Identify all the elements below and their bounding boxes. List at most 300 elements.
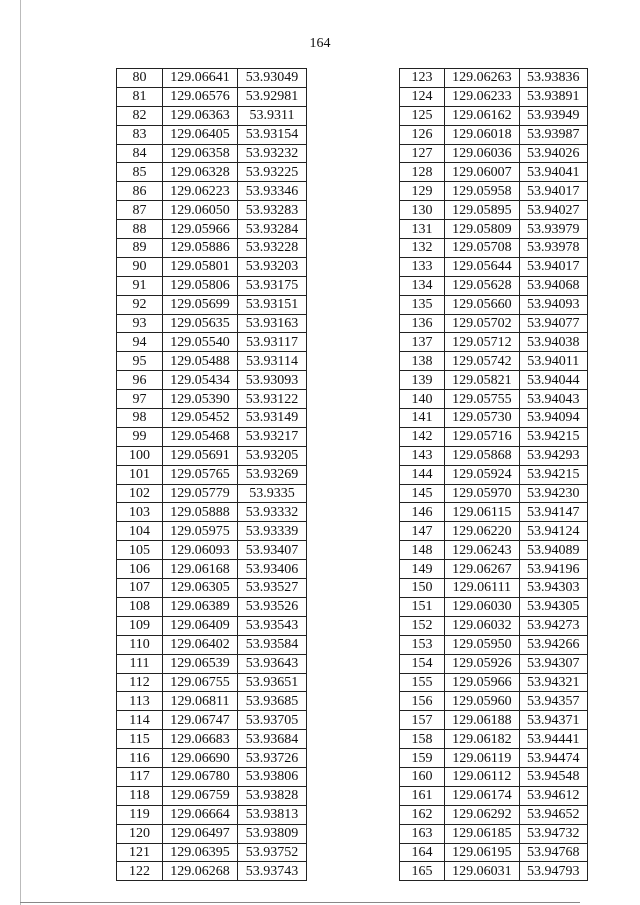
table-row <box>400 239 588 258</box>
latitude-cell: 53.94044 <box>519 371 587 390</box>
longitude-cell: 129.06031 <box>445 862 519 881</box>
longitude-cell: 129.06111 <box>445 579 519 598</box>
table-row <box>117 220 307 239</box>
table-row <box>117 257 307 276</box>
longitude-cell: 129.05926 <box>445 654 519 673</box>
point-number-cell: 143 <box>400 446 445 465</box>
point-number-cell: 150 <box>400 579 445 598</box>
point-number-cell: 155 <box>400 673 445 692</box>
latitude-cell: 53.94094 <box>519 409 587 428</box>
latitude-cell: 53.94307 <box>519 654 587 673</box>
table-row <box>400 560 588 579</box>
point-number-cell: 86 <box>117 182 163 201</box>
longitude-cell: 129.06664 <box>163 805 238 824</box>
longitude-cell: 129.05390 <box>163 390 238 409</box>
latitude-cell: 53.93806 <box>238 767 307 786</box>
table-row <box>400 87 588 106</box>
coordinates-table-left <box>116 68 307 881</box>
point-number-cell: 103 <box>117 503 163 522</box>
latitude-cell: 53.94321 <box>519 673 587 692</box>
point-number-cell: 96 <box>117 371 163 390</box>
point-number-cell: 146 <box>400 503 445 522</box>
longitude-cell: 129.06402 <box>163 635 238 654</box>
latitude-cell: 53.93526 <box>238 597 307 616</box>
table-row <box>400 465 588 484</box>
table-row <box>117 767 307 786</box>
table-row <box>400 541 588 560</box>
latitude-cell: 53.93891 <box>519 87 587 106</box>
longitude-cell: 129.06389 <box>163 597 238 616</box>
table-row <box>400 749 588 768</box>
latitude-cell: 53.93225 <box>238 163 307 182</box>
longitude-cell: 129.06690 <box>163 749 238 768</box>
point-number-cell: 129 <box>400 182 445 201</box>
latitude-cell: 53.93117 <box>238 333 307 352</box>
point-number-cell: 110 <box>117 635 163 654</box>
latitude-cell: 53.94093 <box>519 295 587 314</box>
table-row <box>117 711 307 730</box>
point-number-cell: 160 <box>400 767 445 786</box>
point-number-cell: 154 <box>400 654 445 673</box>
point-number-cell: 102 <box>117 484 163 503</box>
latitude-cell: 53.93813 <box>238 805 307 824</box>
longitude-cell: 129.06409 <box>163 616 238 635</box>
point-number-cell: 131 <box>400 220 445 239</box>
point-number-cell: 161 <box>400 786 445 805</box>
longitude-cell: 129.05895 <box>445 201 519 220</box>
point-number-cell: 140 <box>400 390 445 409</box>
latitude-cell: 53.93049 <box>238 69 307 88</box>
latitude-cell: 53.93339 <box>238 522 307 541</box>
longitude-cell: 129.06233 <box>445 87 519 106</box>
latitude-cell: 53.93284 <box>238 220 307 239</box>
latitude-cell: 53.93163 <box>238 314 307 333</box>
table-row <box>117 314 307 333</box>
longitude-cell: 129.05644 <box>445 257 519 276</box>
table-row <box>117 635 307 654</box>
table-row <box>400 730 588 749</box>
table-row <box>400 767 588 786</box>
point-number-cell: 153 <box>400 635 445 654</box>
table-row <box>117 730 307 749</box>
point-number-cell: 104 <box>117 522 163 541</box>
point-number-cell: 118 <box>117 786 163 805</box>
longitude-cell: 129.05801 <box>163 257 238 276</box>
point-number-cell: 101 <box>117 465 163 484</box>
latitude-cell: 53.93949 <box>519 106 587 125</box>
latitude-cell: 53.94041 <box>519 163 587 182</box>
latitude-cell: 53.94215 <box>519 427 587 446</box>
point-number-cell: 162 <box>400 805 445 824</box>
latitude-cell: 53.94474 <box>519 749 587 768</box>
longitude-cell: 129.05708 <box>445 239 519 258</box>
longitude-cell: 129.05888 <box>163 503 238 522</box>
longitude-cell: 129.05755 <box>445 390 519 409</box>
longitude-cell: 129.05970 <box>445 484 519 503</box>
longitude-cell: 129.06115 <box>445 503 519 522</box>
table-row <box>117 597 307 616</box>
point-number-cell: 138 <box>400 352 445 371</box>
longitude-cell: 129.06363 <box>163 106 238 125</box>
latitude-cell: 53.94026 <box>519 144 587 163</box>
point-number-cell: 81 <box>117 87 163 106</box>
point-number-cell: 91 <box>117 276 163 295</box>
longitude-cell: 129.05635 <box>163 314 238 333</box>
longitude-cell: 129.06182 <box>445 730 519 749</box>
latitude-cell: 53.94612 <box>519 786 587 805</box>
longitude-cell: 129.06174 <box>445 786 519 805</box>
longitude-cell: 129.06050 <box>163 201 238 220</box>
longitude-cell: 129.06292 <box>445 805 519 824</box>
table-row <box>117 484 307 503</box>
longitude-cell: 129.05958 <box>445 182 519 201</box>
point-number-cell: 139 <box>400 371 445 390</box>
point-number-cell: 116 <box>117 749 163 768</box>
point-number-cell: 113 <box>117 692 163 711</box>
longitude-cell: 129.06007 <box>445 163 519 182</box>
table-row <box>117 673 307 692</box>
table-row <box>400 182 588 201</box>
point-number-cell: 93 <box>117 314 163 333</box>
longitude-cell: 129.06263 <box>445 69 519 88</box>
point-number-cell: 130 <box>400 201 445 220</box>
table-row <box>400 484 588 503</box>
point-number-cell: 100 <box>117 446 163 465</box>
point-number-cell: 123 <box>400 69 445 88</box>
table-row <box>400 843 588 862</box>
longitude-cell: 129.05765 <box>163 465 238 484</box>
point-number-cell: 111 <box>117 654 163 673</box>
table-row <box>400 276 588 295</box>
latitude-cell: 53.93584 <box>238 635 307 654</box>
point-number-cell: 126 <box>400 125 445 144</box>
point-number-cell: 149 <box>400 560 445 579</box>
point-number-cell: 121 <box>117 843 163 862</box>
table-row <box>400 352 588 371</box>
longitude-cell: 129.06576 <box>163 87 238 106</box>
table-row <box>400 446 588 465</box>
latitude-cell: 53.9311 <box>238 106 307 125</box>
table-row <box>117 333 307 352</box>
latitude-cell: 53.94068 <box>519 276 587 295</box>
latitude-cell: 53.94027 <box>519 201 587 220</box>
point-number-cell: 105 <box>117 541 163 560</box>
longitude-cell: 129.05966 <box>445 673 519 692</box>
point-number-cell: 142 <box>400 427 445 446</box>
point-number-cell: 165 <box>400 862 445 881</box>
point-number-cell: 119 <box>117 805 163 824</box>
table-row <box>117 125 307 144</box>
table-row <box>400 635 588 654</box>
point-number-cell: 84 <box>117 144 163 163</box>
longitude-cell: 129.06018 <box>445 125 519 144</box>
table-row <box>117 541 307 560</box>
point-number-cell: 128 <box>400 163 445 182</box>
longitude-cell: 129.06305 <box>163 579 238 598</box>
longitude-cell: 129.06267 <box>445 560 519 579</box>
table-row <box>117 579 307 598</box>
table-row <box>400 503 588 522</box>
table-row <box>400 862 588 881</box>
table-row <box>117 560 307 579</box>
point-number-cell: 117 <box>117 767 163 786</box>
table-row <box>400 805 588 824</box>
longitude-cell: 129.06358 <box>163 144 238 163</box>
point-number-cell: 88 <box>117 220 163 239</box>
longitude-cell: 129.06119 <box>445 749 519 768</box>
table-row <box>400 390 588 409</box>
point-number-cell: 157 <box>400 711 445 730</box>
table-row <box>400 522 588 541</box>
table-row <box>117 692 307 711</box>
latitude-cell: 53.94371 <box>519 711 587 730</box>
point-number-cell: 82 <box>117 106 163 125</box>
table-row <box>117 390 307 409</box>
latitude-cell: 53.93175 <box>238 276 307 295</box>
latitude-cell: 53.94230 <box>519 484 587 503</box>
latitude-cell: 53.93228 <box>238 239 307 258</box>
longitude-cell: 129.06243 <box>445 541 519 560</box>
point-number-cell: 147 <box>400 522 445 541</box>
point-number-cell: 114 <box>117 711 163 730</box>
latitude-cell: 53.93726 <box>238 749 307 768</box>
latitude-cell: 53.93543 <box>238 616 307 635</box>
point-number-cell: 83 <box>117 125 163 144</box>
point-number-cell: 134 <box>400 276 445 295</box>
longitude-cell: 129.06223 <box>163 182 238 201</box>
table-row <box>117 843 307 862</box>
longitude-cell: 129.05452 <box>163 409 238 428</box>
table-row <box>117 862 307 881</box>
table-row <box>400 427 588 446</box>
point-number-cell: 124 <box>400 87 445 106</box>
latitude-cell: 53.94017 <box>519 182 587 201</box>
longitude-cell: 129.05742 <box>445 352 519 371</box>
latitude-cell: 53.93154 <box>238 125 307 144</box>
table-row <box>400 295 588 314</box>
point-number-cell: 85 <box>117 163 163 182</box>
latitude-cell: 53.94732 <box>519 824 587 843</box>
table-row <box>117 654 307 673</box>
longitude-cell: 129.06195 <box>445 843 519 862</box>
latitude-cell: 53.94652 <box>519 805 587 824</box>
longitude-cell: 129.06188 <box>445 711 519 730</box>
latitude-cell: 53.93269 <box>238 465 307 484</box>
point-number-cell: 95 <box>117 352 163 371</box>
longitude-cell: 129.05712 <box>445 333 519 352</box>
point-number-cell: 152 <box>400 616 445 635</box>
table-row <box>117 371 307 390</box>
longitude-cell: 129.05540 <box>163 333 238 352</box>
point-number-cell: 156 <box>400 692 445 711</box>
point-number-cell: 158 <box>400 730 445 749</box>
latitude-cell: 53.93406 <box>238 560 307 579</box>
latitude-cell: 53.94089 <box>519 541 587 560</box>
longitude-cell: 129.06405 <box>163 125 238 144</box>
latitude-cell: 53.93203 <box>238 257 307 276</box>
point-number-cell: 133 <box>400 257 445 276</box>
longitude-cell: 129.06185 <box>445 824 519 843</box>
table-row <box>117 163 307 182</box>
latitude-cell: 53.93836 <box>519 69 587 88</box>
longitude-cell: 129.06780 <box>163 767 238 786</box>
table-row <box>117 352 307 371</box>
table-row <box>117 239 307 258</box>
latitude-cell: 53.93205 <box>238 446 307 465</box>
latitude-cell: 53.93151 <box>238 295 307 314</box>
latitude-cell: 53.94147 <box>519 503 587 522</box>
latitude-cell: 53.93651 <box>238 673 307 692</box>
point-number-cell: 136 <box>400 314 445 333</box>
longitude-cell: 129.05966 <box>163 220 238 239</box>
longitude-cell: 129.05691 <box>163 446 238 465</box>
table-row <box>400 144 588 163</box>
table-row <box>400 371 588 390</box>
point-number-cell: 112 <box>117 673 163 692</box>
table-row <box>400 616 588 635</box>
table-row <box>117 465 307 484</box>
longitude-cell: 129.05730 <box>445 409 519 428</box>
table-row <box>117 805 307 824</box>
table-row <box>400 201 588 220</box>
latitude-cell: 53.93978 <box>519 239 587 258</box>
longitude-cell: 129.05660 <box>445 295 519 314</box>
longitude-cell: 129.05468 <box>163 427 238 446</box>
table-row <box>117 824 307 843</box>
table-row <box>400 314 588 333</box>
longitude-cell: 129.06220 <box>445 522 519 541</box>
table-row <box>117 409 307 428</box>
table-row <box>400 579 588 598</box>
table-row <box>117 522 307 541</box>
latitude-cell: 53.93743 <box>238 862 307 881</box>
point-number-cell: 109 <box>117 616 163 635</box>
latitude-cell: 53.93093 <box>238 371 307 390</box>
longitude-cell: 129.05702 <box>445 314 519 333</box>
scan-edge-bottom <box>20 902 580 903</box>
longitude-cell: 129.05806 <box>163 276 238 295</box>
table-row <box>117 295 307 314</box>
point-number-cell: 98 <box>117 409 163 428</box>
longitude-cell: 129.06747 <box>163 711 238 730</box>
longitude-cell: 129.06755 <box>163 673 238 692</box>
latitude-cell: 53.93407 <box>238 541 307 560</box>
table-row <box>117 616 307 635</box>
longitude-cell: 129.05779 <box>163 484 238 503</box>
table-row <box>117 786 307 805</box>
latitude-cell: 53.93283 <box>238 201 307 220</box>
point-number-cell: 120 <box>117 824 163 843</box>
longitude-cell: 129.06641 <box>163 69 238 88</box>
longitude-cell: 129.05488 <box>163 352 238 371</box>
point-number-cell: 92 <box>117 295 163 314</box>
latitude-cell: 53.94011 <box>519 352 587 371</box>
table-row <box>117 503 307 522</box>
point-number-cell: 141 <box>400 409 445 428</box>
table-row <box>400 409 588 428</box>
longitude-cell: 129.05960 <box>445 692 519 711</box>
latitude-cell: 53.94017 <box>519 257 587 276</box>
latitude-cell: 53.94305 <box>519 597 587 616</box>
longitude-cell: 129.05809 <box>445 220 519 239</box>
point-number-cell: 148 <box>400 541 445 560</box>
latitude-cell: 53.93217 <box>238 427 307 446</box>
latitude-cell: 53.93752 <box>238 843 307 862</box>
table-row <box>400 711 588 730</box>
latitude-cell: 53.94793 <box>519 862 587 881</box>
longitude-cell: 129.05868 <box>445 446 519 465</box>
longitude-cell: 129.05821 <box>445 371 519 390</box>
table-row <box>400 69 588 88</box>
longitude-cell: 129.06168 <box>163 560 238 579</box>
table-row <box>400 824 588 843</box>
latitude-cell: 53.94293 <box>519 446 587 465</box>
table-row <box>117 106 307 125</box>
point-number-cell: 122 <box>117 862 163 881</box>
point-number-cell: 164 <box>400 843 445 862</box>
table-row <box>117 182 307 201</box>
scan-edge-left <box>20 0 21 905</box>
table-row <box>117 427 307 446</box>
point-number-cell: 135 <box>400 295 445 314</box>
point-number-cell: 89 <box>117 239 163 258</box>
table-row <box>117 446 307 465</box>
longitude-cell: 129.05924 <box>445 465 519 484</box>
point-number-cell: 80 <box>117 69 163 88</box>
point-number-cell: 127 <box>400 144 445 163</box>
latitude-cell: 53.93232 <box>238 144 307 163</box>
point-number-cell: 159 <box>400 749 445 768</box>
longitude-cell: 129.05628 <box>445 276 519 295</box>
point-number-cell: 87 <box>117 201 163 220</box>
latitude-cell: 53.93332 <box>238 503 307 522</box>
latitude-cell: 53.94303 <box>519 579 587 598</box>
point-number-cell: 106 <box>117 560 163 579</box>
longitude-cell: 129.06497 <box>163 824 238 843</box>
longitude-cell: 129.06328 <box>163 163 238 182</box>
longitude-cell: 129.06032 <box>445 616 519 635</box>
latitude-cell: 53.93122 <box>238 390 307 409</box>
longitude-cell: 129.06112 <box>445 767 519 786</box>
latitude-cell: 53.9335 <box>238 484 307 503</box>
latitude-cell: 53.93809 <box>238 824 307 843</box>
table-row <box>400 220 588 239</box>
page-number: 164 <box>309 36 331 51</box>
table-row <box>400 597 588 616</box>
table-row <box>400 673 588 692</box>
table-row <box>117 69 307 88</box>
longitude-cell: 129.05950 <box>445 635 519 654</box>
latitude-cell: 53.94548 <box>519 767 587 786</box>
table-row <box>400 692 588 711</box>
longitude-cell: 129.06395 <box>163 843 238 862</box>
point-number-cell: 97 <box>117 390 163 409</box>
latitude-cell: 53.93705 <box>238 711 307 730</box>
latitude-cell: 53.93828 <box>238 786 307 805</box>
longitude-cell: 129.06539 <box>163 654 238 673</box>
point-number-cell: 137 <box>400 333 445 352</box>
longitude-cell: 129.06036 <box>445 144 519 163</box>
latitude-cell: 53.94273 <box>519 616 587 635</box>
latitude-cell: 53.92981 <box>238 87 307 106</box>
table-row <box>117 276 307 295</box>
point-number-cell: 107 <box>117 579 163 598</box>
longitude-cell: 129.05886 <box>163 239 238 258</box>
table-row <box>400 257 588 276</box>
longitude-cell: 129.06268 <box>163 862 238 881</box>
longitude-cell: 129.05975 <box>163 522 238 541</box>
latitude-cell: 53.94768 <box>519 843 587 862</box>
